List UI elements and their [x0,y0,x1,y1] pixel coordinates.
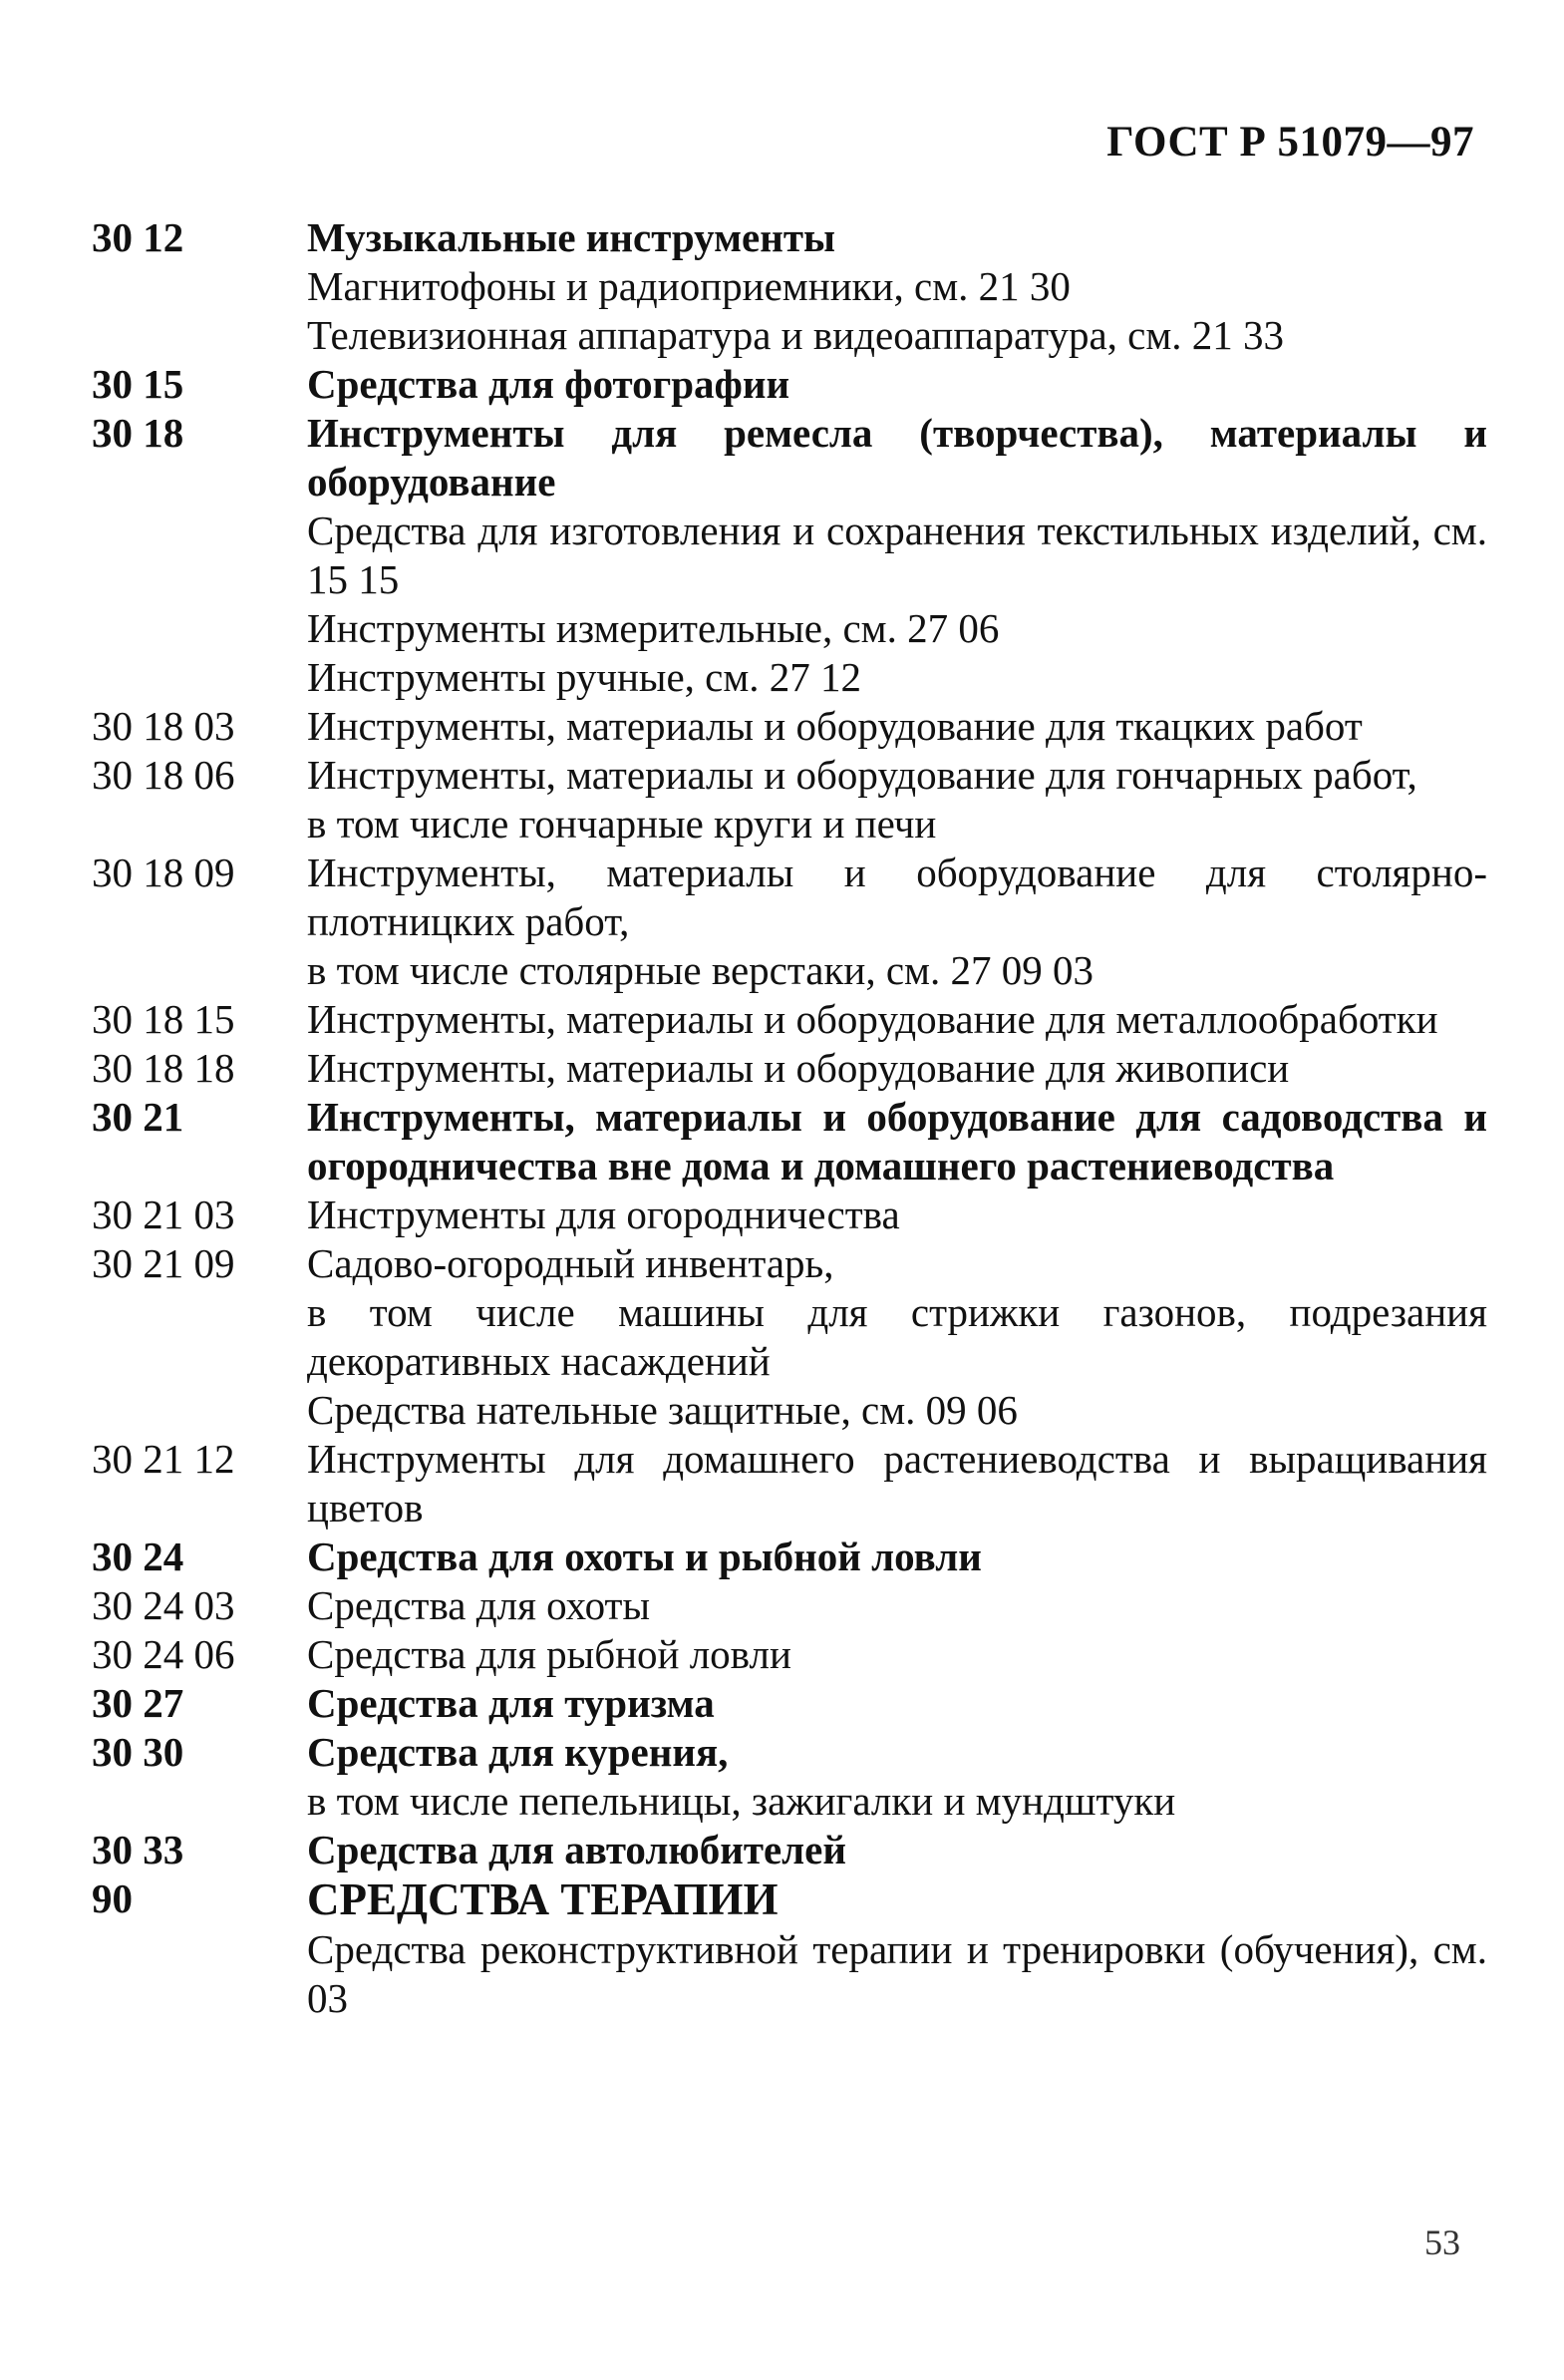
entry-code: 30 24 03 [92,1582,235,1628]
entry-body [307,360,1487,409]
entry-title: Инструменты, материалы и оборудование для ткацких работ [307,703,1363,749]
entry-title: Инструменты, материалы и оборудование для металлообработки [307,996,1438,1042]
entry-body [307,1239,1487,1435]
list-item [92,1190,1487,1239]
entry-code: 90 [92,1875,133,1921]
entry-note: Средства нательные защитные, см. 09 06 [307,1387,1018,1433]
entry-body [307,1581,1487,1630]
list-item [92,1679,1487,1728]
list-item [92,1630,1487,1679]
entry-code: 30 33 [92,1827,184,1872]
list-item [92,1532,1487,1581]
classification-list [92,213,1487,2023]
page-number: 53 [1424,2222,1460,2262]
entry-body [307,995,1487,1044]
list-item [92,1728,1487,1826]
entry-body [307,702,1487,751]
entry-code: 30 27 [92,1680,184,1726]
list-item [92,1581,1487,1630]
entry-code: 30 18 06 [92,752,235,798]
entry-note: Инструменты измерительные, см. 27 06 [307,605,1000,651]
entry-body [307,1532,1487,1581]
entry-code: 30 24 06 [92,1631,235,1677]
entry-title: Средства для охоты и рыбной ловли [307,1533,982,1579]
list-item [92,1826,1487,1874]
entry-title: Инструменты для ремесла (творчества), материалы и оборудование [307,410,1487,505]
entry-body [307,1826,1487,1874]
entry-body [307,1190,1487,1239]
entry-title: Средства для фотографии [307,361,790,407]
list-item [92,1239,1487,1435]
list-item [92,1435,1487,1532]
entry-title: Средства для туризма [307,1680,715,1726]
entry-code: 30 21 12 [92,1436,235,1482]
entry-code: 30 18 03 [92,703,235,749]
entry-title: Инструменты, материалы и оборудование для живописи [307,1045,1290,1091]
entry-body [307,1679,1487,1728]
list-item [92,702,1487,751]
entry-title: Садово-огородный инвентарь, [307,1240,834,1286]
entry-note: Телевизионная аппаратура и видеоаппаратура, см. 21 33 [307,312,1285,358]
entry-note: в том числе машины для стрижки газонов, подрезания декоративных насаждений [307,1289,1487,1384]
entry-title: Средства для охоты [307,1582,651,1628]
entry-body [307,213,1487,360]
entry-title: Средства для рыбной ловли [307,1631,791,1677]
list-item [92,751,1487,849]
list-item [92,849,1487,995]
entry-code: 30 24 [92,1533,184,1579]
list-item [92,995,1487,1044]
list-item [92,1874,1487,2023]
entry-body [307,849,1487,995]
entry-note: Средства реконструктивной терапии и тренировки (обучения), см. 03 [307,1926,1487,2021]
entry-title: Средства для курения, [307,1729,729,1775]
entry-note: Магнитофоны и радиоприемники, см. 21 30 [307,263,1071,309]
entry-code: 30 18 [92,410,184,456]
entry-note: в том числе пепельницы, зажигалки и мундштуки [307,1778,1176,1824]
entry-note: в том числе гончарные круги и печи [307,801,937,847]
entry-title: Инструменты, материалы и оборудование для гончарных работ, [307,752,1417,798]
entry-body [307,1435,1487,1532]
entry-title: Средства для автолюбителей [307,1827,847,1872]
section-title: СРЕДСТВА ТЕРАПИИ [307,1874,779,1924]
entry-body [307,1044,1487,1093]
entry-code: 30 30 [92,1729,184,1775]
entry-body [307,1630,1487,1679]
entry-body [307,1728,1487,1826]
list-item [92,213,1487,360]
list-item [92,360,1487,409]
entry-title: Инструменты, материалы и оборудование для столярно-плотницких работ, [307,850,1487,944]
entry-code: 30 18 18 [92,1045,235,1091]
entry-title: Инструменты для домашнего растениеводства и выращивания цветов [307,1436,1487,1530]
entry-note: Инструменты ручные, см. 27 12 [307,654,862,700]
entry-note: в том числе столярные верстаки, см. 27 09 03 [307,947,1094,993]
entry-note: Средства для изготовления и сохранения текстильных изделий, см. 15 15 [307,508,1487,602]
entry-code: 30 21 09 [92,1240,235,1286]
entry-code: 30 12 [92,214,184,260]
entry-code: 30 15 [92,361,184,407]
entry-body [307,751,1487,849]
entry-title: Инструменты для огородничества [307,1191,900,1237]
entry-body [307,1874,1487,2023]
list-item [92,409,1487,702]
entry-body [307,1093,1487,1190]
entry-body [307,409,1487,702]
entry-code: 30 21 03 [92,1191,235,1237]
entry-title: Музыкальные инструменты [307,214,835,260]
list-item [92,1044,1487,1093]
entry-code: 30 21 [92,1094,184,1140]
entry-code: 30 18 09 [92,850,235,895]
entry-title: Инструменты, материалы и оборудование для садоводства и огородничества вне дома и домашнего растениеводства [307,1094,1487,1189]
standard-code: ГОСТ Р 51079—97 [1106,119,1474,166]
entry-code: 30 18 15 [92,996,235,1042]
list-item [92,1093,1487,1190]
